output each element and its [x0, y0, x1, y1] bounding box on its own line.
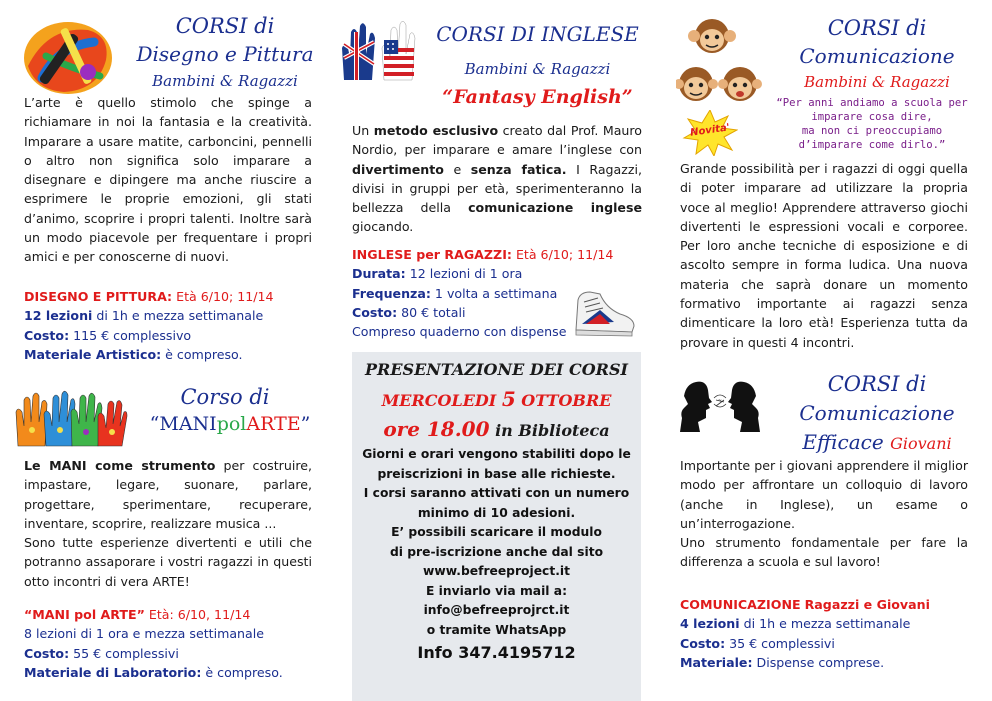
maniparte-cost-label: Costo: [24, 645, 70, 661]
sneaker-icon [570, 280, 638, 340]
drawing-material-label: Materiale Artistico: [24, 346, 162, 362]
effective-course-info [680, 595, 980, 672]
comm-subtitle: Bambini & Ragazzi [804, 73, 950, 91]
effective-lessons-value: di 1h e mezza settimanale [743, 616, 911, 632]
drawing-cost-label: Costo: [24, 327, 70, 343]
maniparte-description-2: Sono tutte esperienze divertenti e utili che potranno assaporare i vostri ragazzi in questi otto incontri di vera ARTE! [24, 535, 312, 589]
english-cost-label: Costo: [352, 304, 398, 320]
maniparte-description-rest: per costruire, impastare, legare, suonare, parlare, progettare, sperimentare, recuperare, inventare, scoprire, realizzare musica ... [24, 458, 312, 531]
comm-title-line2: Comunicazione [799, 44, 955, 68]
drawing-course-age: Età 6/10; 11/14 [176, 289, 274, 304]
english-title: CORSI DI INGLESE [436, 22, 639, 46]
english-duration-value: 12 lezioni di 1 ora [409, 266, 523, 282]
maniparte-description-bold: Le MANI come strumento [24, 458, 216, 473]
paint-brushes-icon [18, 16, 118, 98]
presentation-phone: Info 347.4195712 [417, 643, 576, 662]
english-desc-b: metodo esclusivo [373, 123, 499, 138]
presentation-line: Giorni e orari vengono stabiliti dopo le [362, 447, 631, 461]
painted-hands-icon [12, 386, 130, 450]
drawing-lessons-label: 12 lezioni [24, 308, 93, 324]
drawing-material-value: è compreso. [165, 346, 243, 362]
maniparte-title-quote-close: ” [300, 413, 311, 435]
column-communication [662, 0, 992, 701]
maniparte-title-line2 [135, 413, 325, 435]
flag-hands-icon [340, 18, 426, 82]
english-extra: Compreso quaderno con dispense [352, 324, 567, 340]
english-desc-d: divertimento [352, 161, 444, 177]
maniparte-title-pol: pol [216, 413, 247, 435]
presentation-line: preiscrizioni in base alle richieste. [377, 466, 616, 481]
effective-cost-label: Costo: [680, 635, 726, 651]
presentation-line: di pre-iscrizione anche dal sito [389, 544, 604, 559]
effective-description-2: Uno strumento fondamentale per fare la differenza a scuola e sul lavoro! [680, 535, 968, 570]
maniparte-cost-value: 55 € complessivi [73, 645, 179, 661]
column-english [330, 0, 662, 701]
presentation-month: OTTOBRE [515, 391, 612, 410]
english-desc-f: senza fatica. [470, 161, 567, 177]
english-desc-c: creato dal Prof. Mauro Nordio, per imparare e amare l’inglese con [352, 123, 643, 158]
comm-quote [762, 96, 982, 152]
novita-badge-label: Novita' [689, 122, 731, 139]
effective-title-line3 [772, 430, 982, 454]
drawing-title-line1: CORSI di [175, 14, 275, 38]
drawing-title-line2: Disegno e Pittura [136, 42, 314, 66]
presentation-time-place [352, 417, 641, 441]
drawing-course-label: DISEGNO E PITTURA: [24, 289, 173, 304]
monkeys-icon [676, 16, 762, 108]
drawing-course-info [24, 287, 324, 364]
effective-course-label: COMUNICAZIONE [680, 597, 801, 612]
presentation-panel [352, 352, 641, 701]
comm-quote-line: “Per anni andiamo a scuola per [776, 97, 968, 109]
effective-course-age: Ragazzi e Giovani [804, 597, 930, 612]
english-description [352, 121, 642, 237]
presentation-place: in Biblioteca [489, 421, 610, 440]
english-desc-g: I Ragazzi, divisi in gruppi per età, sperimenteranno la bellezza della [352, 161, 642, 216]
presentation-time: ore 18.00 [383, 417, 490, 441]
maniparte-course-info [24, 605, 324, 682]
drawing-subtitle: Bambini & Ragazzi [152, 72, 298, 90]
english-subtitle: Bambini & Ragazzi [464, 60, 611, 78]
drawing-description: L’arte è quello stimolo che spinge a richiamare in noi la fantasia e la creatività. Imparare a usare matite, carboncini, pennelli o altro non significa solo imparare a disegnare e dipingere ma anche riuscire a esprimere le proprie emozioni, gli stati d’animo, scoprire i propri talenti. Inoltre sarà un modo piacevole per frequentare i propri amici e per conoscerne di nuovi. [24, 95, 312, 265]
drawing-cost-value: 115 € complessivo [73, 327, 192, 343]
comm-description: Grande possibilità per i ragazzi di oggi quella di poter imparare ad utilizzare la propria voce al meglio! Apprendere attraverso giochi divertenti le espressioni vocali e corporee. Per loro anche tecniche di esposizione e di ascolto sempre in forma ludica. Una nuova materia che saprà donare un momento formativo importante ai ragazzi senza dimenticare la loro età! Esperienza tutta da provare in questi 4 incontri. [680, 161, 968, 350]
maniparte-course-age: Età: 6/10, 11/14 [148, 607, 251, 622]
presentation-line: o tramite WhatsApp [426, 622, 567, 637]
presentation-line: E inviarlo via mail a: [425, 583, 568, 598]
english-course-name: “Fantasy English” [442, 86, 633, 108]
presentation-email: info@befreeprojrct.it [423, 603, 570, 617]
english-course-age: Età 6/10; 11/14 [515, 247, 614, 262]
effective-title-line2: Comunicazione [799, 401, 955, 425]
maniparte-title-quote-open: “ [149, 413, 160, 435]
comm-title-line1: CORSI di [827, 16, 927, 40]
presentation-line: E’ possibili scaricare il modulo [391, 525, 602, 539]
english-duration-label: Durata: [352, 266, 406, 282]
comm-quote-line: ma non ci preoccupiamo [801, 125, 943, 137]
english-desc-e: e [443, 161, 471, 177]
comm-quote-line: imparare cosa dire, [811, 111, 933, 123]
effective-material-label: Materiale: [680, 654, 753, 670]
maniparte-title-mani: MANI [159, 413, 217, 435]
maniparte-title-arte: ARTE [246, 413, 301, 435]
presentation-line: minimo di 10 adesioni. [417, 505, 576, 520]
maniparte-lessons: 8 lezioni di 1 ora e mezza settimanale [24, 626, 265, 642]
english-frequency-label: Frequenza: [352, 285, 431, 301]
effective-title-line1: CORSI di [827, 372, 927, 396]
maniparte-title-line1: Corso di [180, 385, 270, 409]
talking-heads-icon [678, 378, 762, 434]
presentation-day-number: 5 [501, 387, 516, 411]
column-drawing [0, 0, 330, 701]
maniparte-material-value: è compreso. [205, 664, 283, 680]
english-frequency-value: 1 volta a settimana [434, 285, 558, 301]
effective-title-efficace: Efficace [802, 430, 891, 454]
speech-squiggle: ~ [717, 398, 723, 404]
comm-quote-line: d’imparare come dirlo.” [798, 139, 946, 151]
effective-cost-value: 35 € complessivi [729, 635, 835, 651]
maniparte-material-label: Materiale di Laboratorio: [24, 664, 202, 680]
presentation-line: I corsi saranno attivati con un numero [363, 486, 630, 500]
english-cost-value: 80 € totali [401, 304, 466, 320]
english-desc-i: giocando. [352, 219, 414, 235]
presentation-date [352, 387, 641, 411]
presentation-website: www.befreeproject.it [422, 564, 570, 578]
drawing-lessons-value: di 1h e mezza settimanale [96, 308, 264, 324]
effective-lessons-label: 4 lezioni [680, 616, 740, 632]
effective-title-giovani: Giovani [890, 434, 952, 453]
presentation-day: MERCOLEDI [381, 391, 502, 410]
maniparte-course-label: “MANI pol ARTE” [24, 607, 145, 622]
presentation-details [352, 445, 641, 640]
english-desc-h: comunicazione inglese [468, 200, 643, 216]
maniparte-description [24, 456, 312, 533]
effective-material-value: Dispense comprese. [756, 654, 885, 670]
effective-description: Importante per i giovani apprendere il miglior modo per affrontare un colloquio di lavoro (anche in Inglese), un esame o un’interrogazione. [680, 458, 968, 531]
english-desc-a: Un [352, 123, 374, 138]
presentation-title: PRESENTAZIONE DEI CORSI [365, 360, 628, 379]
english-course-label: INGLESE per RAGAZZI: [352, 247, 512, 262]
